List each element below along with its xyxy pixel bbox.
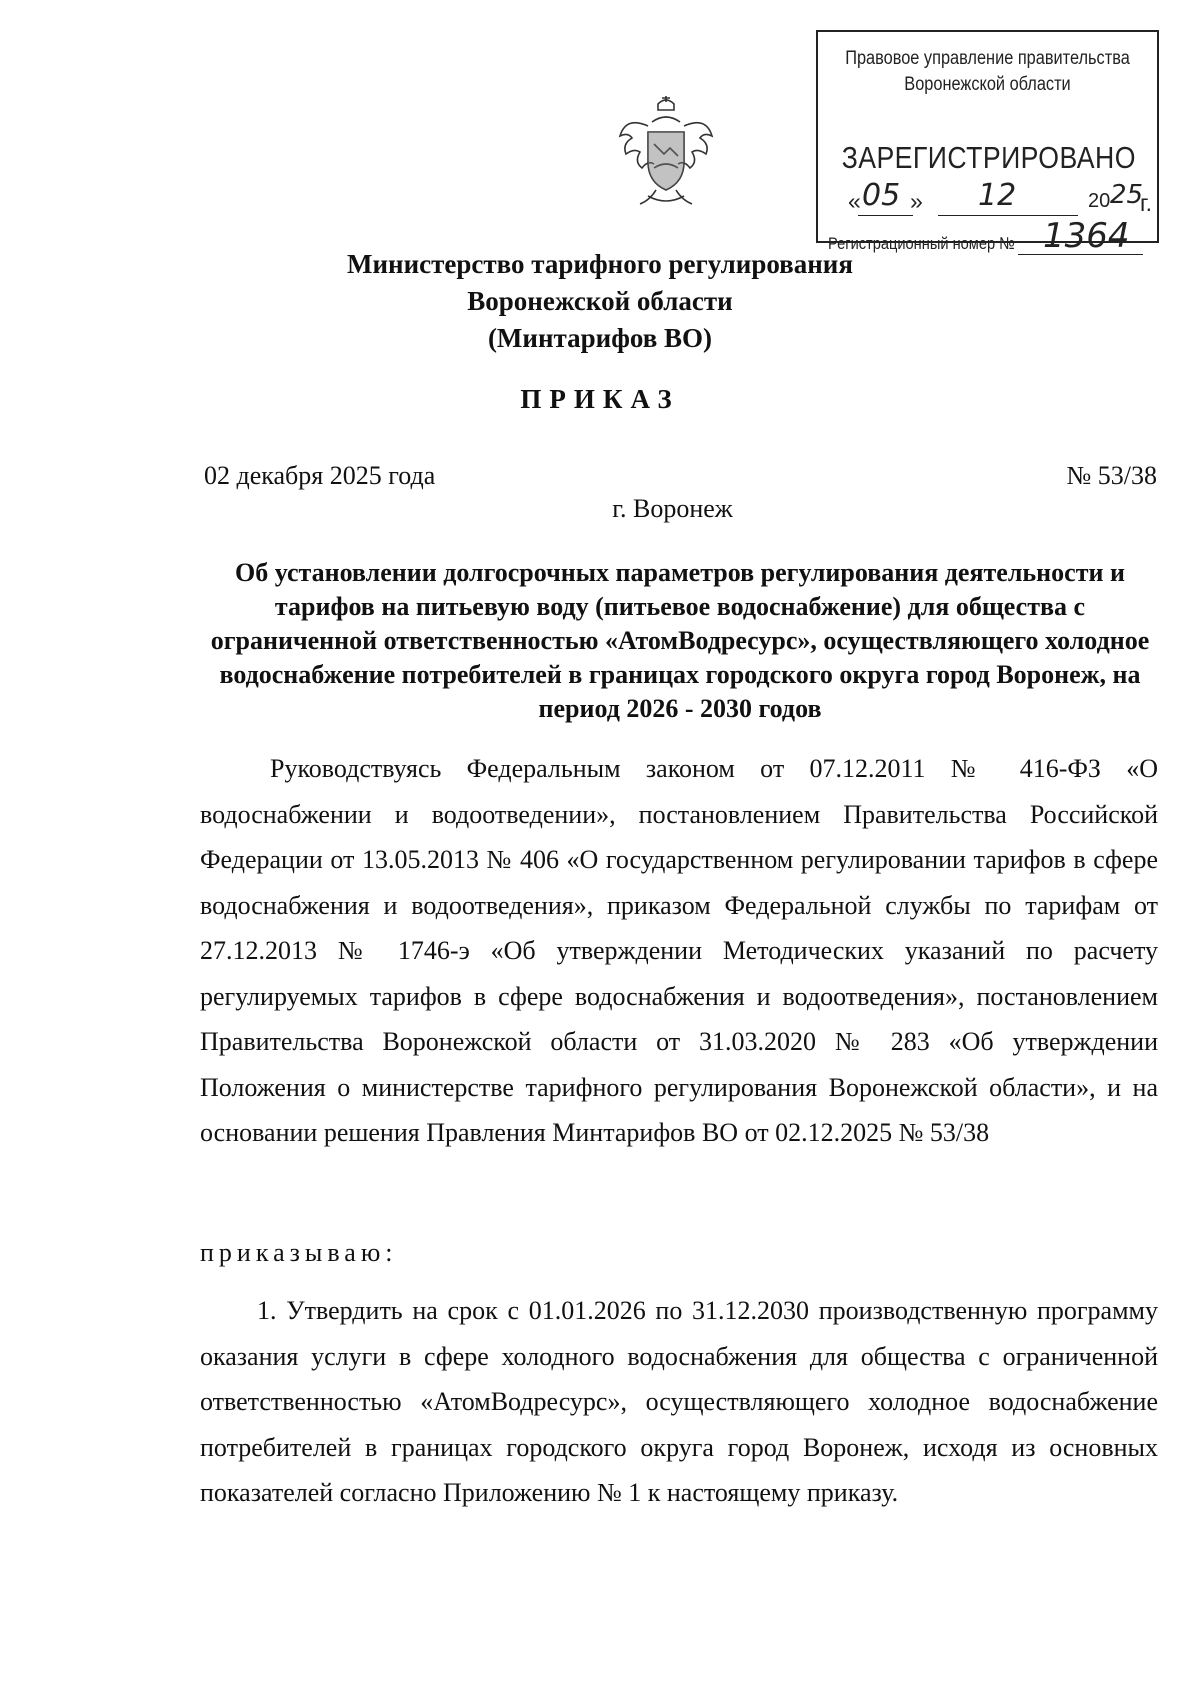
- stamp-department: Правовое управление правительства Воронежской области: [845, 48, 1130, 95]
- order-number: № 53/38: [1066, 461, 1157, 490]
- registration-stamp: [816, 30, 1159, 256]
- item-1-paragraph: 1. Утвердить на срок с 01.01.2026 по 31.12.2030 производственную программу оказания услуги в сфере холодного водоснабжения для общества с ограниченной ответственностью «АтомВодресурс», осуществляющего холодное водоснабжение потребителей в границах городского округа город Воронеж, исходя из основных показателей согласно Приложению № 1 к настоящему приказу.: [200, 1296, 1158, 1507]
- order-city: г. Воронеж: [612, 494, 733, 523]
- stamp-date-year-suffix: 25: [1110, 180, 1144, 210]
- directive-word: приказываю:: [200, 1238, 398, 1267]
- stamp-reg-number: 1364: [1043, 216, 1130, 256]
- stamp-registered-label: ЗАРЕГИСТРИРОВАНО: [841, 140, 1136, 175]
- stamp-date: « 05 » 12 20 25 г.: [848, 178, 1152, 216]
- order-date: 02 декабря 2025 года: [204, 461, 436, 490]
- order-subject: Об установлении долгосрочных параметров регулирования деятельности и тарифов на питьевую воду (питьевое водоснабжение) для общества с ограниченной ответственностью «АтомВодресурс», осуществляющего холодное водоснабжение потребителей в границах городского округа город Воронеж, на период 2026 - 2030 годов: [210, 558, 1150, 723]
- stamp-date-year-prefix: 20: [1088, 190, 1111, 212]
- stamp-date-month: 12: [978, 178, 1017, 213]
- preamble-paragraph: Руководствуясь Федеральным законом от 07.12.2011 № 416-ФЗ «О водоснабжении и водоотведении», постановлением Правительства Российской Федерации от 13.05.2013 № 406 «О государственном регулировании тарифов в сфере водоснабжения и водоотведения», приказом Федеральной службы по тарифам от 27.12.2013 № 1746-э «Об утверждении Методических указаний по расчету регулируемых тарифов в сфере водоснабжения и водоотведения», постановлением Правительства Воронежской области от 31.03.2020 № 283 «Об утверждении Положения о министерстве тарифного регулирования Воронежской области», и на основании решения Правления Минтарифов ВО от 02.12.2025 № 53/38: [200, 754, 1158, 1147]
- document-type-title: ПРИКАЗ: [520, 384, 680, 414]
- ministry-name: Министерство тарифного регулирования Воронежской области (Минтарифов ВО): [347, 249, 853, 353]
- stamp-date-day: 05: [862, 178, 901, 213]
- stamp-reg-number-label: Регистрационный номер №: [828, 234, 1015, 253]
- coat-of-arms-icon: [618, 96, 714, 214]
